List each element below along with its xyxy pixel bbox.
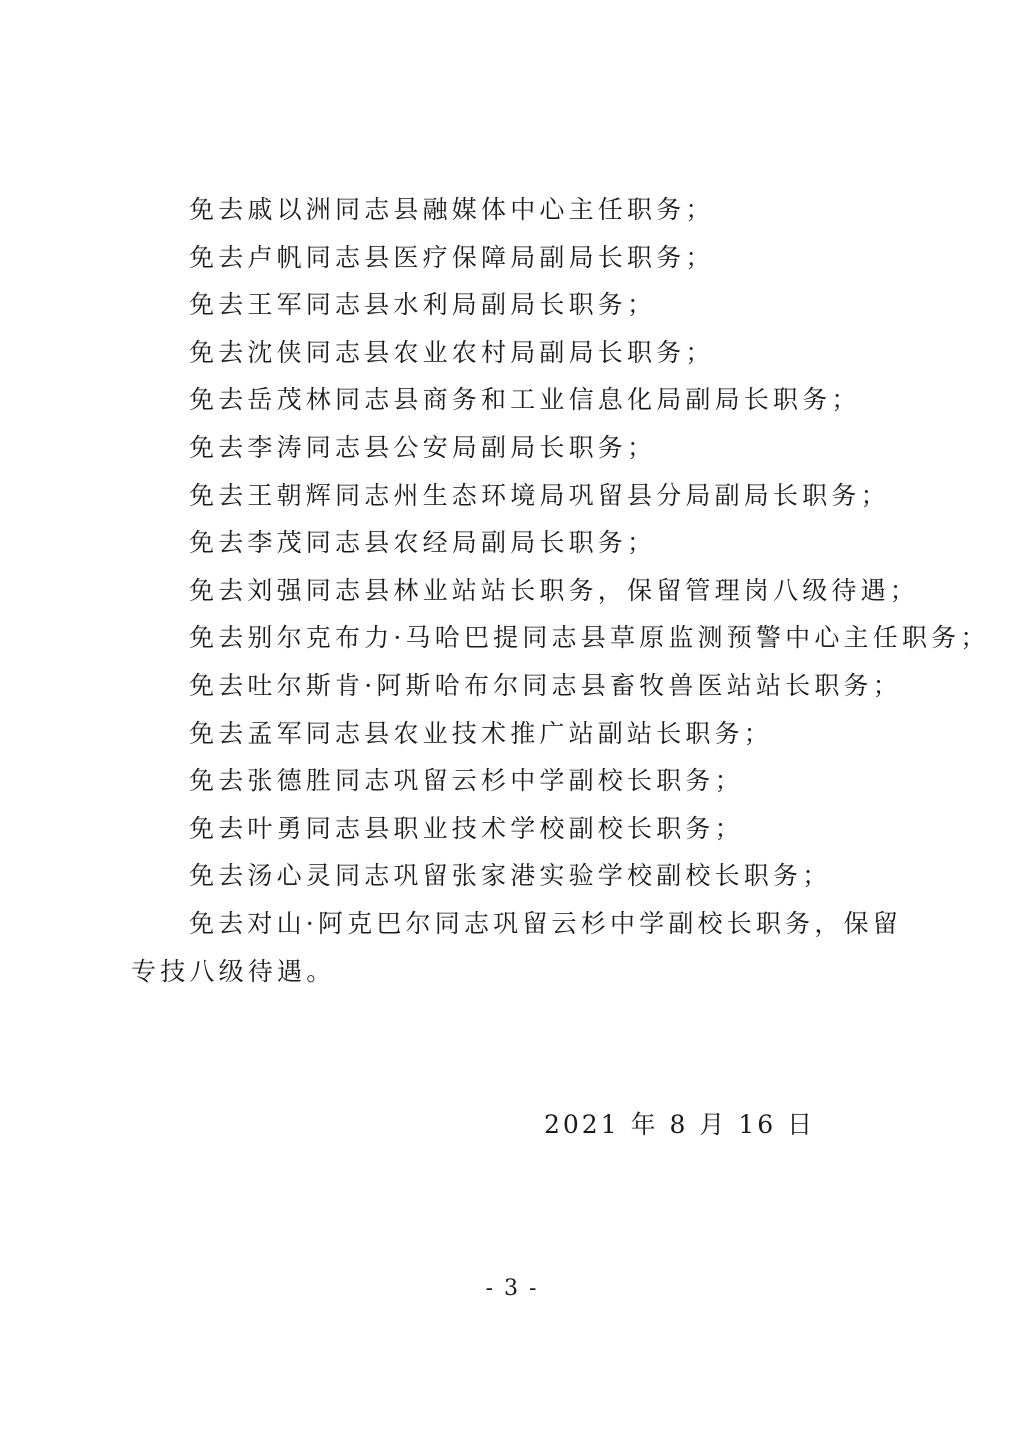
paragraph: 免去吐尔斯肯·阿斯哈布尔同志县畜牧兽医站站长职务； [189, 670, 902, 700]
document-date: 2021 年 8 月 16 日 [544, 1110, 816, 1139]
paragraph: 免去刘强同志县林业站站长职务，保留管理岗八级待遇； [189, 575, 920, 605]
paragraph: 免去卢帆同志县医疗保障局副局长职务； [189, 242, 715, 272]
paragraph: 免去张德胜同志巩留云杉中学副校长职务； [189, 766, 744, 796]
page-number: - 3 - [485, 1276, 539, 1301]
paragraph: 免去叶勇同志县职业技术学校副校长职务； [189, 813, 744, 843]
paragraph: 免去戚以洲同志县融媒体中心主任职务； [189, 195, 715, 224]
paragraph: 免去对山·阿克巴尔同志巩留云杉中学副校长职务，保留专技八级待遇。 [131, 908, 902, 986]
paragraph: 免去李茂同志县农经局副局长职务； [189, 528, 657, 558]
paragraph: 免去沈侠同志县农业农村局副局长职务； [189, 337, 715, 367]
paragraph: 免去岳茂林同志县商务和工业信息化局副局长职务； [189, 385, 861, 415]
paragraph: 免去别尔克布力·马哈巴提同志县草原监测预警中心主任职务； [189, 623, 990, 653]
paragraph: 免去王军同志县水利局副局长职务； [189, 290, 657, 320]
document-body [131, 186, 990, 995]
paragraph: 免去汤心灵同志巩留张家港实验学校副校长职务； [189, 861, 832, 891]
paragraph: 免去王朝辉同志州生态环境局巩留县分局副局长职务； [189, 480, 890, 510]
paragraph: 免去孟军同志县农业技术推广站副站长职务； [189, 718, 774, 748]
paragraph: 免去李涛同志县公安局副局长职务； [189, 432, 657, 462]
